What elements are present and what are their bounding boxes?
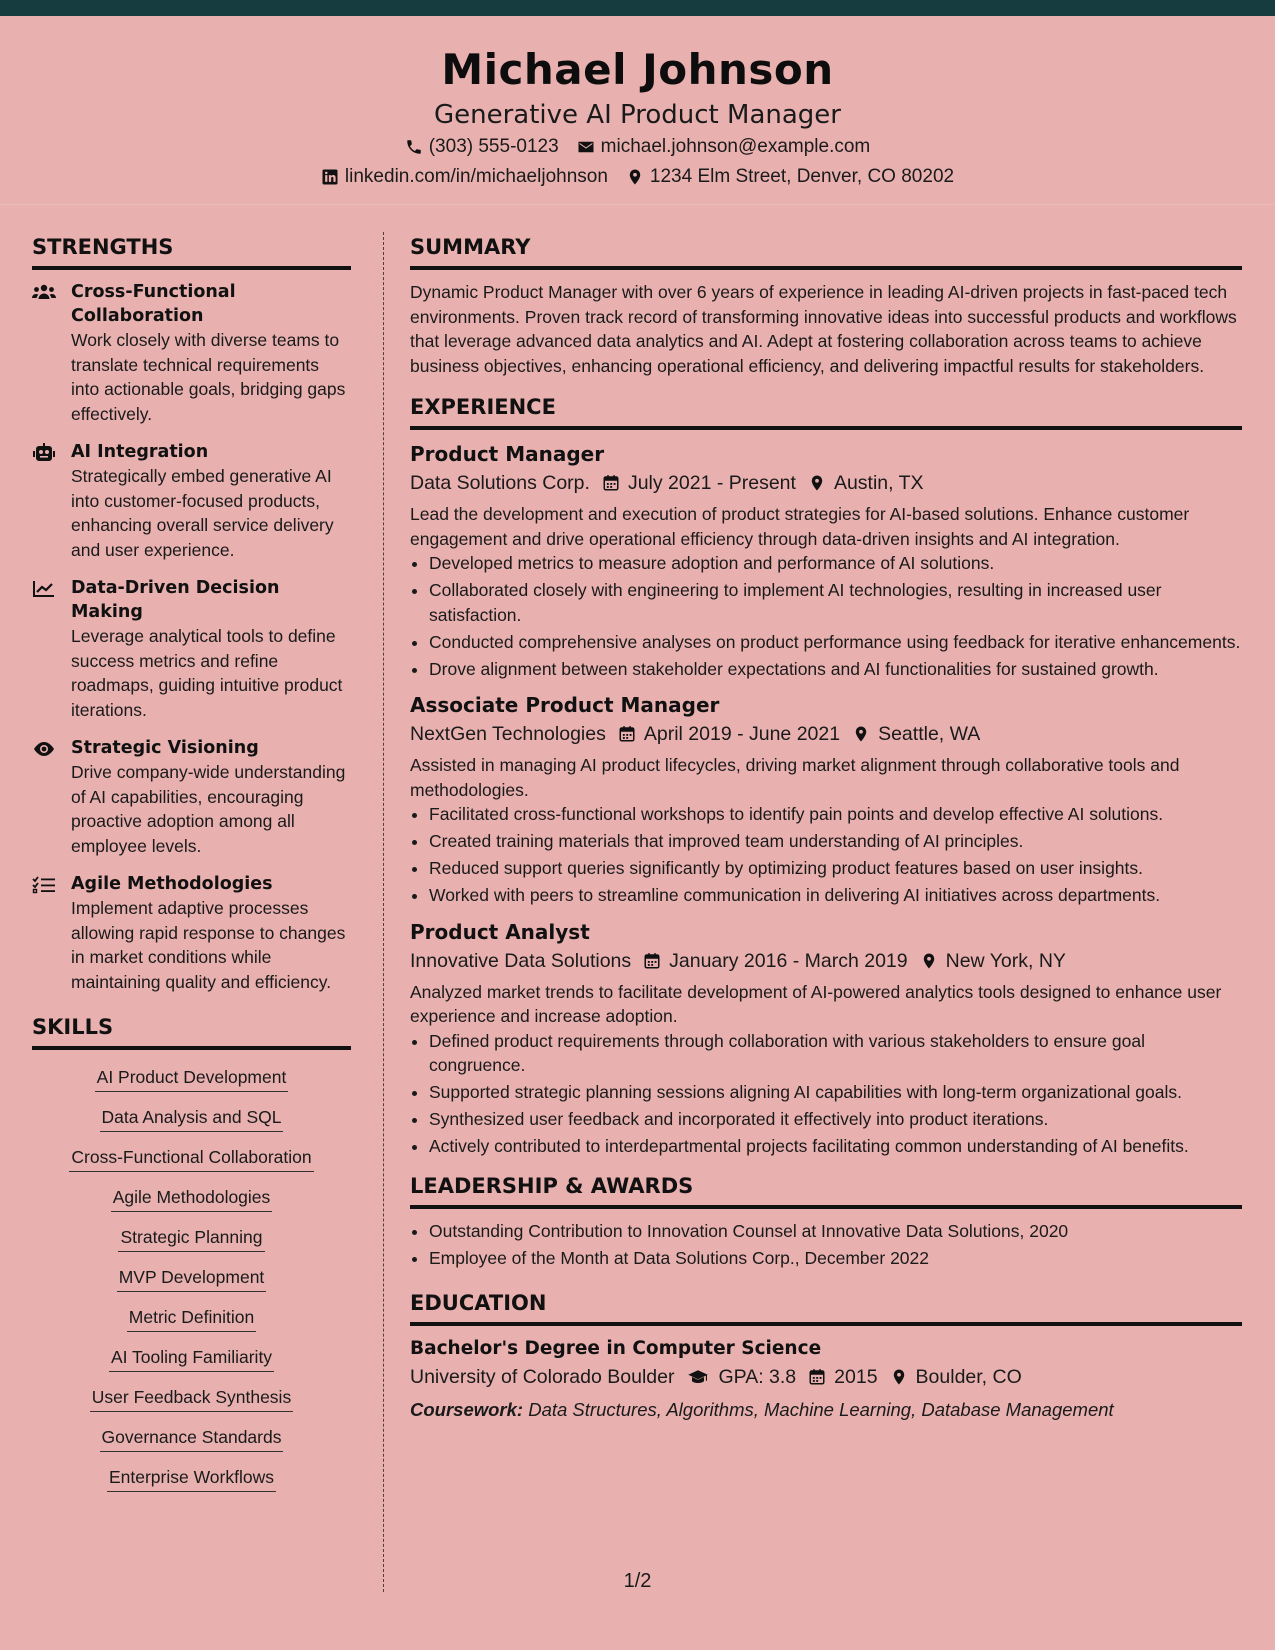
job-description: Assisted in managing AI product lifecycles, driving market alignment through collaborative tools and methodologies. [410,755,1180,800]
column-divider [383,232,384,1592]
job-location: New York, NY [945,949,1066,972]
gpa-text: GPA: 3.8 [718,1366,797,1388]
school-name: University of Colorado Boulder [410,1366,675,1388]
coursework-label: Coursework: [410,1399,524,1420]
job-company: Innovative Data Solutions [410,949,632,972]
skill-tag: AI Product Development [95,1065,289,1092]
location-pin-icon [890,1368,908,1386]
strength-title: Agile Methodologies [71,874,273,894]
skill-tag: AI Tooling Familiarity [109,1345,274,1372]
list-item: • Collaborated closely with engineering to implement AI technologies, resulting in increased user satisfaction. [429,578,1242,627]
skills-list [32,1060,351,1500]
robot-icon [32,443,56,463]
calendar-icon [643,952,661,970]
list-item: • Actively contributed to interdepartmental projects facilitating common understanding of AI benefits. [429,1134,1242,1159]
candidate-title: Generative AI Product Manager [434,100,841,130]
linkedin-icon [321,168,339,186]
skill-tag: MVP Development [117,1265,267,1292]
strength-title: Strategic Visioning [71,738,259,758]
list-item: • Outstanding Contribution to Innovation Counsel at Innovative Data Solutions, 2020 [429,1219,1242,1244]
school-location: Boulder, CO [915,1366,1022,1388]
job-meta [410,946,1242,976]
phone-contact[interactable] [405,132,559,162]
strength-title: Data-Driven Decision Making [71,578,280,622]
summary-heading: SUMMARY [410,232,1242,270]
skill-tag: Enterprise Workflows [107,1465,276,1492]
location-pin-icon [920,952,938,970]
list-item: • Employee of the Month at Data Solutions Corp., December 2022 [429,1246,1242,1271]
skills-heading: SKILLS [32,1012,351,1050]
list-item: • Created training materials that improved team understanding of AI principles. [429,829,1242,854]
list-item: • Developed metrics to measure adoption and performance of AI solutions. [429,551,1242,576]
list-item: • Supported strategic planning sessions aligning AI capabilities with long-term organizational goals. [429,1080,1242,1105]
coursework-text: Data Structures, Algorithms, Machine Learning, Database Management [528,1399,1114,1420]
right-column [410,232,1242,1424]
strength-desc: Implement adaptive processes allowing rapid response to changes in market conditions while maintaining quality and efficiency. [71,898,346,992]
job-bullets [410,802,1242,908]
job-title: Product Analyst [410,919,590,944]
calendar-icon [618,725,636,743]
job-dates: January 2016 - March 2019 [669,949,908,972]
strength-desc: Leverage analytical tools to define success metrics and refine roadmaps, guiding intuitive product iterations. [71,626,343,720]
job-description: Analyzed market trends to facilitate development of AI-powered analytics tools designed to enhance user experience and increase adoption. [410,981,1222,1026]
job-dates: July 2021 - Present [627,472,796,494]
skill-tag: Agile Methodologies [111,1185,273,1212]
location-pin-icon [808,474,826,492]
strength-item [32,280,351,426]
job-company: NextGen Technologies [410,723,606,745]
calendar-icon [808,1368,826,1386]
job-bullets [410,1029,1242,1159]
list-check-icon [32,875,56,895]
education-meta [410,1362,1242,1392]
linkedin-text: linkedin.com/in/michaeljohnson [344,166,608,187]
job-location: Austin, TX [833,472,924,494]
summary-text: Dynamic Product Manager with over 6 years of experience in leading AI-driven projects in fast-paced tech environments. Proven track record of transforming innovative ideas into successful products and workflows that leverage advanced data analytics and AI. Adept at fostering collaboration across teams to achieve business objectives, enhancing operational efficiency, and delivering impactful results for stakeholders. [410,282,1237,376]
eye-icon [32,739,56,759]
email-contact[interactable] [577,132,871,162]
graduation-year: 2015 [834,1366,878,1388]
phone-text: (303) 555-0123 [428,136,559,157]
skill-tag: Cross-Functional Collaboration [69,1145,313,1172]
skill-tag: Data Analysis and SQL [100,1105,284,1132]
email-text: michael.johnson@example.com [600,136,871,157]
linkedin-contact[interactable] [321,162,608,192]
job-entry [410,440,1242,681]
strength-desc: Strategically embed generative AI into customer-focused products, enhancing overall service delivery and user experience. [71,466,334,560]
strength-title: Cross-Functional Collaboration [71,282,236,326]
skill-tag: Metric Definition [127,1305,256,1332]
skill-tag: Strategic Planning [118,1225,264,1252]
left-column [32,232,351,1500]
envelope-icon [577,138,595,156]
job-title: Product Manager [410,442,605,466]
leadership-list [410,1219,1242,1271]
top-bar [0,0,1275,16]
graduation-cap-icon [686,1368,710,1386]
address-text: 1234 Elm Street, Denver, CO 80202 [649,166,955,187]
strength-item [32,872,351,994]
page-number: 1/2 [623,1570,652,1592]
strength-desc: Work closely with diverse teams to translate technical requirements into actionable goals, bridging gaps effectively. [71,330,346,424]
users-icon [32,283,56,303]
contact-line-2 [0,162,1275,192]
candidate-name: Michael Johnson [441,45,834,94]
list-item: • Synthesized user feedback and incorporated it effectively into product iterations. [429,1107,1242,1132]
job-title: Associate Product Manager [410,693,720,717]
job-bullets [410,551,1242,681]
strength-desc: Drive company-wide understanding of AI capabilities, encouraging proactive adoption among all employee levels. [71,762,346,856]
skill-tag: Governance Standards [100,1425,284,1452]
coursework [410,1396,1242,1424]
job-entry [410,918,1242,1159]
strengths-heading: STRENGTHS [32,232,351,270]
chart-line-icon [32,579,56,599]
job-dates: April 2019 - June 2021 [643,723,841,745]
degree-title: Bachelor's Degree in Computer Science [410,1338,822,1359]
leadership-heading: LEADERSHIP & AWARDS [410,1171,1242,1209]
skill-tag: User Feedback Synthesis [90,1385,293,1412]
job-entry [410,691,1242,908]
phone-icon [405,138,423,156]
job-company: Data Solutions Corp. [410,472,590,494]
job-meta [410,468,1242,498]
location-pin-icon [852,725,870,743]
strength-item [32,576,351,722]
resume-header [0,16,1275,205]
job-meta [410,719,1242,749]
address-contact [626,162,954,192]
location-pin-icon [626,168,644,186]
list-item: • Facilitated cross-functional workshops to identify pain points and develop effective AI solutions. [429,802,1242,827]
strength-item [32,440,351,562]
education-heading: EDUCATION [410,1288,1242,1326]
experience-heading: EXPERIENCE [410,392,1242,430]
list-item: • Worked with peers to streamline communication in delivering AI initiatives across departments. [429,883,1242,908]
job-description: Lead the development and execution of product strategies for AI-based solutions. Enhance customer engagement and drive operational efficiency through data-driven insights and AI integration. [410,504,1190,549]
list-item: • Drove alignment between stakeholder expectations and AI functionalities for sustained growth. [429,657,1242,682]
list-item: • Reduced support queries significantly by optimizing product features based on user insights. [429,856,1242,881]
list-item: • Conducted comprehensive analyses on product performance using feedback for iterative enhancements. [429,630,1242,655]
strength-item [32,736,351,858]
calendar-icon [602,474,620,492]
contact-line-1 [0,132,1275,162]
job-location: Seattle, WA [878,723,981,745]
strength-title: AI Integration [71,442,209,462]
list-item: • Defined product requirements through collaboration with various stakeholders to ensure goal congruence. [429,1029,1242,1078]
